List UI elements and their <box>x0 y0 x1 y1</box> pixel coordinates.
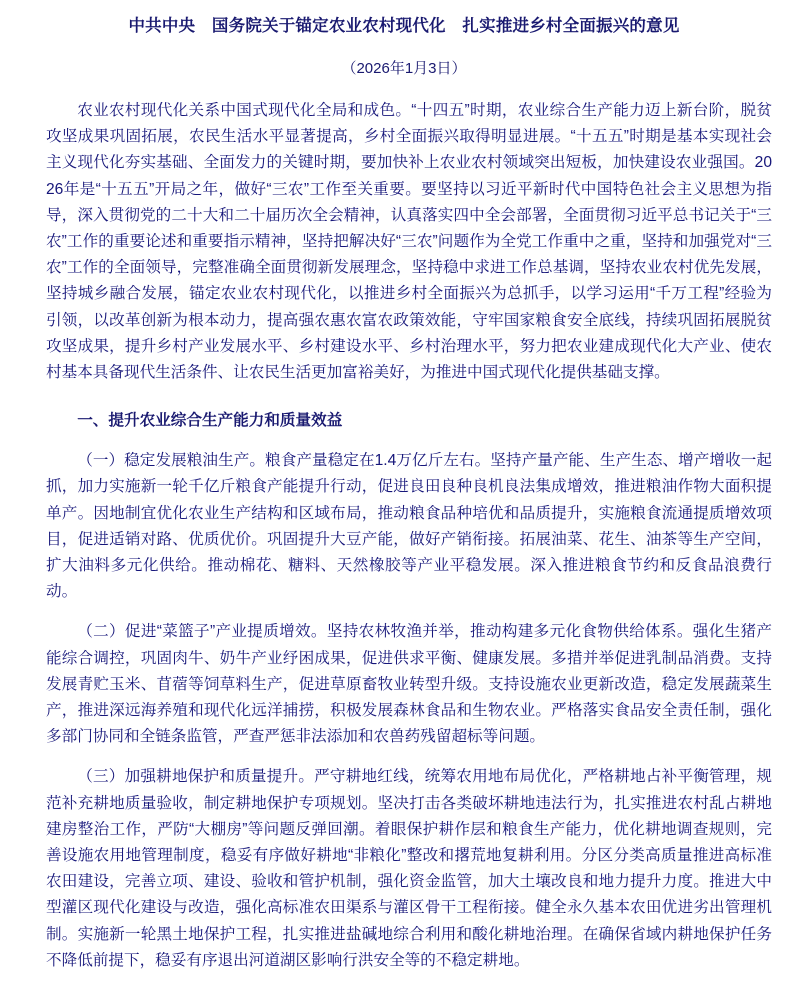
section-1-paragraph-2: （二）促进“菜篮子”产业提质增效。坚持农林牧渔并举，推动构建多元化食物供给体系。强化生猪产能综合调控，巩固肉牛、奶牛产业纾困成果，促进供求平衡、健康发展。多措并举促进乳制品消费。支持发展青贮玉米、苜蓿等饲草料生产，促进草原畜牧业转型升级。支持设施农业更新改造，稳定发展蔬菜生产，推进深远海养殖和现代化远洋捕捞，积极发展森林食品和生物农业。严格落实食品安全责任制，强化多部门协同和全链条监管，严查严惩非法添加和农兽药残留超标等问题。 <box>46 623 772 746</box>
document-date: （2026年1月3日） <box>341 60 467 77</box>
section-1-paragraph-1: （一）稳定发展粮油生产。粮食产量稳定在1.4万亿斤左右。坚持产量产能、生产生态、增产增收一起抓，加力实施新一轮千亿斤粮食产能提升行动，促进良田良种良机良法集成增效，推进粮油作物大面积提单产。因地制宜优化农业生产结构和区域布局，推动粮食品种培优和品质提升，实施粮食流通提质增效项目，促进适销对路、优质优价。巩固提升大豆产能，做好产销衔接。拓展油菜、花生、油茶等生产空间，扩大油料多元化供给。推动棉花、糖料、天然橡胶等产业平稳发展。深入推进粮食节约和反食品浪费行动。 <box>46 452 772 601</box>
section-1-paragraph-3: （三）加强耕地保护和质量提升。严守耕地红线，统筹农用地布局优化，严格耕地占补平衡管理，规范补充耕地质量验收，制定耕地保护专项规划。坚决打击各类破坏耕地违法行为，扎实推进农村乱占耕地建房整治工作，严防“大棚房”等问题反弹回潮。着眼保护耕作层和粮食生产能力，优化耕地调查规则，完善设施农用地管理制度，稳妥有序做好耕地“非粮化”整改和撂荒地复耕利用。分区分类高质量推进高标准农田建设，完善立项、建设、验收和管护机制，强化资金监管，加大土壤改良和地力提升力度。推进大中型灌区现代化建设与改造，强化高标准农田渠系与灌区骨干工程衔接。健全永久基本农田优进劣出管理机制。实施新一轮黑土地保护工程，扎实推进盐碱地综合利用和酸化耕地治理。在确保省域内耕地保护任务不降低前提下，稳妥有序退出河道湖区影响行洪安全等的不稳定耕地。 <box>46 768 772 969</box>
document-title: 中共中央 国务院关于锚定农业农村现代化 扎实推进乡村全面振兴的意见 <box>128 17 680 35</box>
document-body <box>0 80 808 986</box>
preamble-paragraph: 农业农村现代化关系中国式现代化全局和成色。“十四五”时期，农业综合生产能力迈上新台阶，脱贫攻坚成果巩固拓展，农民生活水平显著提高，乡村全面振兴取得明显进展。“十五五”时期是基本实现社会主义现代化夯实基础、全面发力的关键时期，要加快补上农业农村领域突出短板，加快建设农业强国。2026年是“十五五”开局之年，做好“三农”工作至关重要。要坚持以习近平新时代中国特色社会主义思想为指导，深入贯彻党的二十大和二十届历次全会精神，认真落实四中全会部署，全面贯彻习近平总书记关于“三农”工作的重要论述和重要指示精神，坚持把解决好“三农”问题作为全党工作重中之重，坚持和加强党对“三农”工作的全面领导，完整准确全面贯彻新发展理念，坚持稳中求进工作总基调，坚持农业农村优先发展，坚持城乡融合发展，锚定农业农村现代化，以推进乡村全面振兴为总抓手，以学习运用“千万工程”经验为引领，以改革创新为根本动力，提高强农惠农富农政策效能，守牢国家粮食安全底线，持续巩固拓展脱贫攻坚成果，提升乡村产业发展水平、乡村建设水平、乡村治理水平，努力把农业建成现代化大产业、使农村基本具备现代生活条件、让农民生活更加富裕美好，为推进中国式现代化提供基础支撑。 <box>46 102 772 382</box>
section-heading-1: 一、提升农业综合生产能力和质量效益 <box>77 412 343 430</box>
